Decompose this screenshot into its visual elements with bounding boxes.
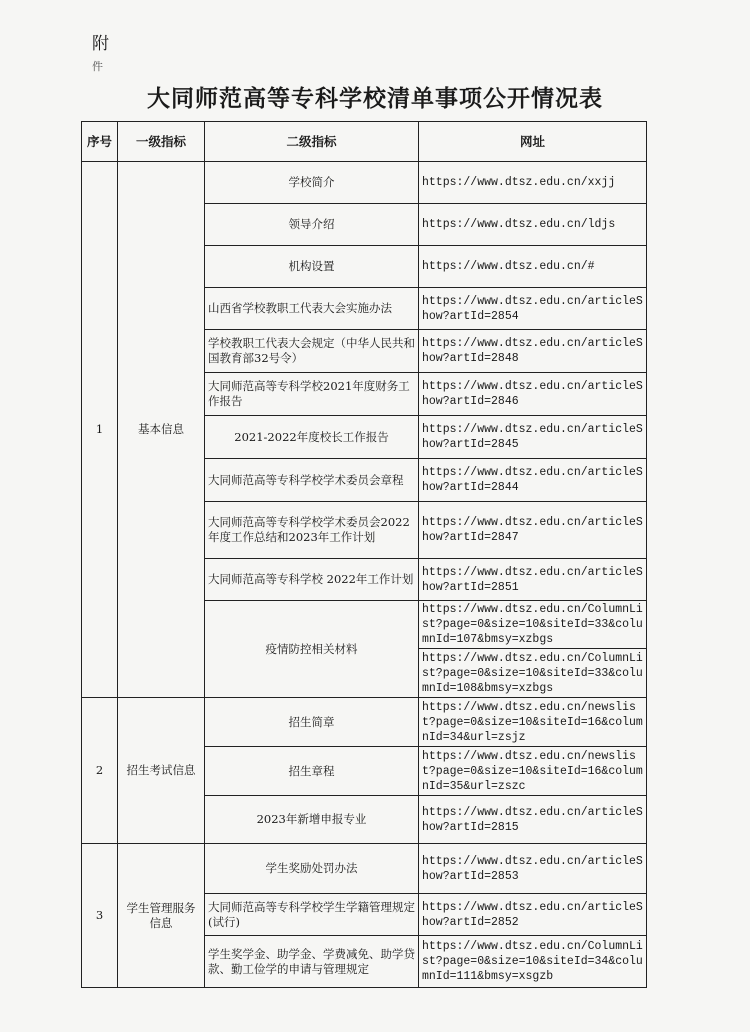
item-level2: 2023年新增申报专业 [205, 796, 419, 844]
item-url-link[interactable]: https://www.dtsz.edu.cn/articleShow?artId=2848 [419, 330, 647, 373]
header-no: 序号 [82, 122, 118, 162]
item-url-link[interactable]: https://www.dtsz.edu.cn/articleShow?artId=2852 [419, 894, 647, 936]
item-url-link[interactable]: https://www.dtsz.edu.cn/articleShow?artId=2853 [419, 844, 647, 894]
item-level2: 疫情防控相关材料 [205, 601, 419, 698]
group-level1: 基本信息 [118, 162, 205, 698]
table-row [82, 698, 647, 747]
item-level2: 领导介绍 [205, 204, 419, 246]
item-url-link[interactable]: https://www.dtsz.edu.cn/articleShow?artId=2846 [419, 373, 647, 416]
header-level1: 一级指标 [118, 122, 205, 162]
item-url-link[interactable]: https://www.dtsz.edu.cn/ColumnList?page=0&size=10&siteId=33&columnId=107&bmsy=xzbgs [419, 601, 647, 649]
item-url-link[interactable]: https://www.dtsz.edu.cn/ldjs [419, 204, 647, 246]
item-level2: 机构设置 [205, 246, 419, 288]
item-level2: 大同师范高等专科学校2021年度财务工作报告 [205, 373, 419, 416]
annex-sub-label: 件 [92, 60, 103, 73]
item-level2: 招生章程 [205, 747, 419, 796]
group-no: 1 [82, 162, 118, 698]
annex-label: 附 [92, 34, 110, 54]
item-url-link[interactable]: https://www.dtsz.edu.cn/articleShow?artId=2845 [419, 416, 647, 459]
table-row [82, 844, 647, 894]
item-url-link[interactable]: https://www.dtsz.edu.cn/articleShow?artId=2851 [419, 559, 647, 601]
item-level2: 2021-2022年度校长工作报告 [205, 416, 419, 459]
page-title: 大同师范高等专科学校清单事项公开情况表 [147, 86, 603, 112]
item-url-link[interactable]: https://www.dtsz.edu.cn/ColumnList?page=0&size=10&siteId=33&columnId=108&bmsy=xzbgs [419, 649, 647, 698]
group-level1: 招生考试信息 [118, 698, 205, 844]
item-url-link[interactable]: https://www.dtsz.edu.cn/newslist?page=0&size=10&siteId=16&columnId=35&url=zszc [419, 747, 647, 796]
item-level2: 大同师范高等专科学校 2022年工作计划 [205, 559, 419, 601]
item-url-link[interactable]: https://www.dtsz.edu.cn/ColumnList?page=0&size=10&siteId=34&columnId=111&bmsy=xsgzb [419, 936, 647, 988]
item-level2: 学生奖学金、助学金、学费减免、助学贷款、勤工俭学的申请与管理规定 [205, 936, 419, 988]
item-level2: 学生奖励处罚办法 [205, 844, 419, 894]
item-level2: 山西省学校教职工代表大会实施办法 [205, 288, 419, 330]
item-url-link[interactable]: https://www.dtsz.edu.cn/articleShow?artId=2815 [419, 796, 647, 844]
group-no: 3 [82, 844, 118, 988]
group-no: 2 [82, 698, 118, 844]
header-level2: 二级指标 [205, 122, 419, 162]
item-level2: 大同师范高等专科学校学术委员会2022年度工作总结和2023年工作计划 [205, 502, 419, 559]
group-level1: 学生管理服务信息 [118, 844, 205, 988]
item-level2: 大同师范高等专科学校学生学籍管理规定(试行) [205, 894, 419, 936]
item-level2: 学校教职工代表大会规定（中华人民共和国教育部32号令） [205, 330, 419, 373]
item-level2: 招生简章 [205, 698, 419, 747]
item-level2: 学校简介 [205, 162, 419, 204]
item-url-link[interactable]: https://www.dtsz.edu.cn/xxjj [419, 162, 647, 204]
item-url-link[interactable]: https://www.dtsz.edu.cn/articleShow?artId=2854 [419, 288, 647, 330]
item-level2: 大同师范高等专科学校学术委员会章程 [205, 459, 419, 502]
table-row [82, 162, 647, 204]
table-header-row [82, 122, 647, 162]
item-url-link[interactable]: https://www.dtsz.edu.cn/articleShow?artId=2847 [419, 502, 647, 559]
item-url-link[interactable]: https://www.dtsz.edu.cn/newslist?page=0&size=10&siteId=16&columnId=34&url=zsjz [419, 698, 647, 747]
item-url-link[interactable]: https://www.dtsz.edu.cn/articleShow?artId=2844 [419, 459, 647, 502]
disclosure-table [81, 121, 647, 988]
item-url-link[interactable]: https://www.dtsz.edu.cn/# [419, 246, 647, 288]
header-url: 网址 [419, 122, 647, 162]
